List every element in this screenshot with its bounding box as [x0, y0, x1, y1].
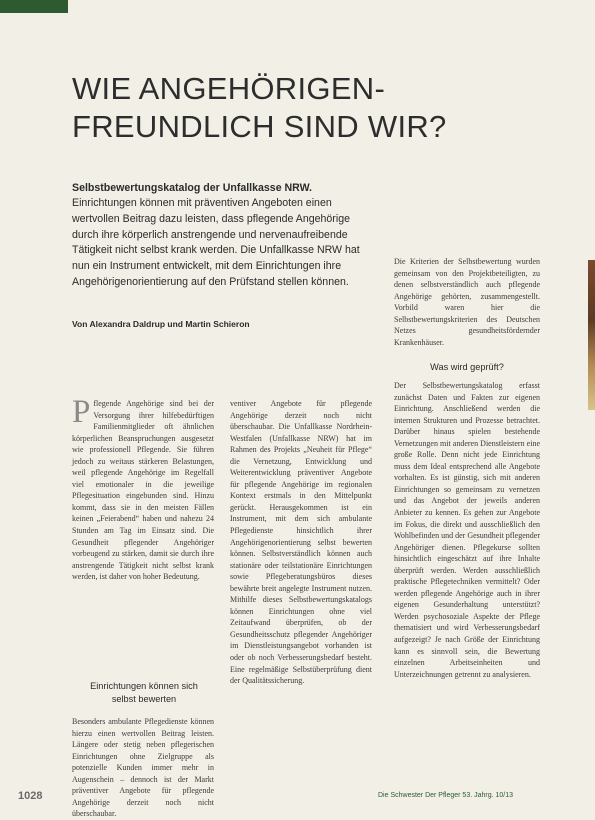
title-line-1: WIE ANGEHÖRIGEN-	[72, 71, 386, 106]
journal-footer: Die Schwester Der Pfleger 53. Jahrg. 10/13	[378, 792, 514, 799]
column-2-body: ventiver Angebote für pflegende Angehörige derzeit noch nicht überschaubar. Die Unfallkasse Nordrhein-Westfalen (Unfallkasse NRW) hat im Rahmen des Projekts „Neuheit für Pflege“ die Vernetzung, Entwicklung und Weiterentwicklung präventiver Angebote für pflegende Angehörige im regionalen Kontext erstmals in den Mittelpunkt gerückt. Herausgekommen ist ein Instrument, mit dem sich ambulante Pflegedienste hinsichtlich ihrer Angehörigenorientierung selbst bewerten können. Selbstverständlich können auch stationäre oder teilstationäre Einrichtungen sowie Pflegeberatungsbüros dieses bewährte breit angelegte Instrument nutzen. Mithilfe dieses Selbstbewertungskatalogs können Einrichtungen ohne viel Zeitaufwand überprüfen, ob der Gesundheitsschutz pflegender Angehöriger im Dienstleistungsangebot vorhanden ist oder ob noch Verbesserungsbedarf besteht. Eine regelmäßige Selbstüberprüfung dient der Qualitätssicherung.	[230, 399, 372, 686]
column-3-intro: Die Kriterien der Selbstbewertung wurden gemeinsam von den Projektbeteiligten, zu denen selbstverständlich auch pflegende Angehörige gehörten, zusammengestellt. Vorbild waren hier die Selbstbewertungskriterien des Deutschen Netzes gesundheitsfördernder Krankenhäuser.	[394, 257, 540, 347]
page-number: 1028	[18, 790, 43, 802]
section-color-tab	[0, 0, 68, 13]
article-title	[72, 70, 532, 146]
lead-paragraph: Einrichtungen können mit präventiven Angeboten einen wertvollen Beitrag dazu leisten, dass pflegende Angehörige durch ihre körperlich anstrengende und nervenaufreibende Tätigkeit nicht selbst krank werden. Die Unfallkasse NRW hat nun ein Instrument entwickelt, mit dem Einrichtungen ihre Angehörigenorientierung auf den Prüfstand stellen können.	[72, 197, 360, 288]
column-1-body: Besonders ambulante Pflegedienste können hierzu einen wertvollen Beitrag leisten. Längere oder stetig neben pflegerischen Einrichtungen ohne Zielgruppe als potenzielle Kunden immer mehr in Augenschein – dennoch ist der Markt präventiver Angebote für pflegende Angehörige derzeit noch nicht überschaubar.	[72, 717, 214, 819]
photo-edge-strip	[588, 260, 595, 410]
column-1-subheading: Einrichtungen können sich selbst bewerten	[90, 681, 198, 704]
column-1-intro	[72, 394, 214, 666]
title-line-2: FREUNDLICH SIND WIR?	[72, 109, 447, 144]
column-3-body: Der Selbstbewertungskatalog erfasst zunächst Daten und Fakten zur eigenen Einrichtung. Anschließend werden die internen Strukturen und Prozesse betrachtet. Darüber hinaus spielen bestehende Vernetzungen mit anderen Dienstleistern eine große Rolle. Denn nicht jede Einrichtung muss dem Ideal entsprechend alle Angebote vorhalten. Es ist günstig, sich mit anderen Einrichtungen so gemeinsam zu vernetzen und das Angebot der jeweils anderen Anbieter zu kennen. Es gehen zur Angebote im Fokus, die direkt und ausschließlich den Wohlbefinden und der Gesundheit pflegender Angehöriger dienen. Pflegekurse sollten hinsichtlich eingeschätzt auf ihre Inhalte überprüft werden. Werden ausschließlich praktische Pflegetechniken vermittelt? Oder werden pflegende Angehörige auch in ihrer eigenen Gesunderhaltung unterstützt? Werden psychosoziale Aspekte der Pflege thematisiert und wird Verbesserungsbedarf aufgezeigt? Je nach Größe der Einrichtung kann es sinnvoll sein, die Bewertung einzelnen Arbeitseinheiten und Unterzeichnungen getrennt zu analysieren.	[394, 381, 540, 679]
lead-heading: Selbstbewertungskatalog der Unfallkasse NRW.	[72, 182, 312, 194]
byline: Von Alexandra Daldrup und Martin Schieron	[72, 319, 250, 329]
column-3-subheading: Was wird geprüft?	[430, 362, 504, 372]
drop-cap: P	[72, 394, 91, 430]
column-1-intro-text: flegende Angehörige sind bei der Versorgung ihrer hilfebedürftigen Familienmitglieder oft ähnlichen körperlichen Beanspruchungen ausgesetzt wie professionell Pflegende. Sie führen jedoch zu weitaus stärkeren Belastungen, weil pflegende Angehörige im Regelfall viel emotionaler in die jeweilige Pflegesituation eingebunden sind. Hinzu kommt, dass sie in den meisten Fällen keinen „Feierabend“ haben und nahezu 24 Stunden am Tag im Einsatz sind. Die Gesundheit pflegender Angehöriger vorbeugend zu stärken, damit sie durch ihre anstrengende Tätigkeit nicht selbst krank werden, ist daher von hoher Bedeutung.	[72, 399, 214, 582]
